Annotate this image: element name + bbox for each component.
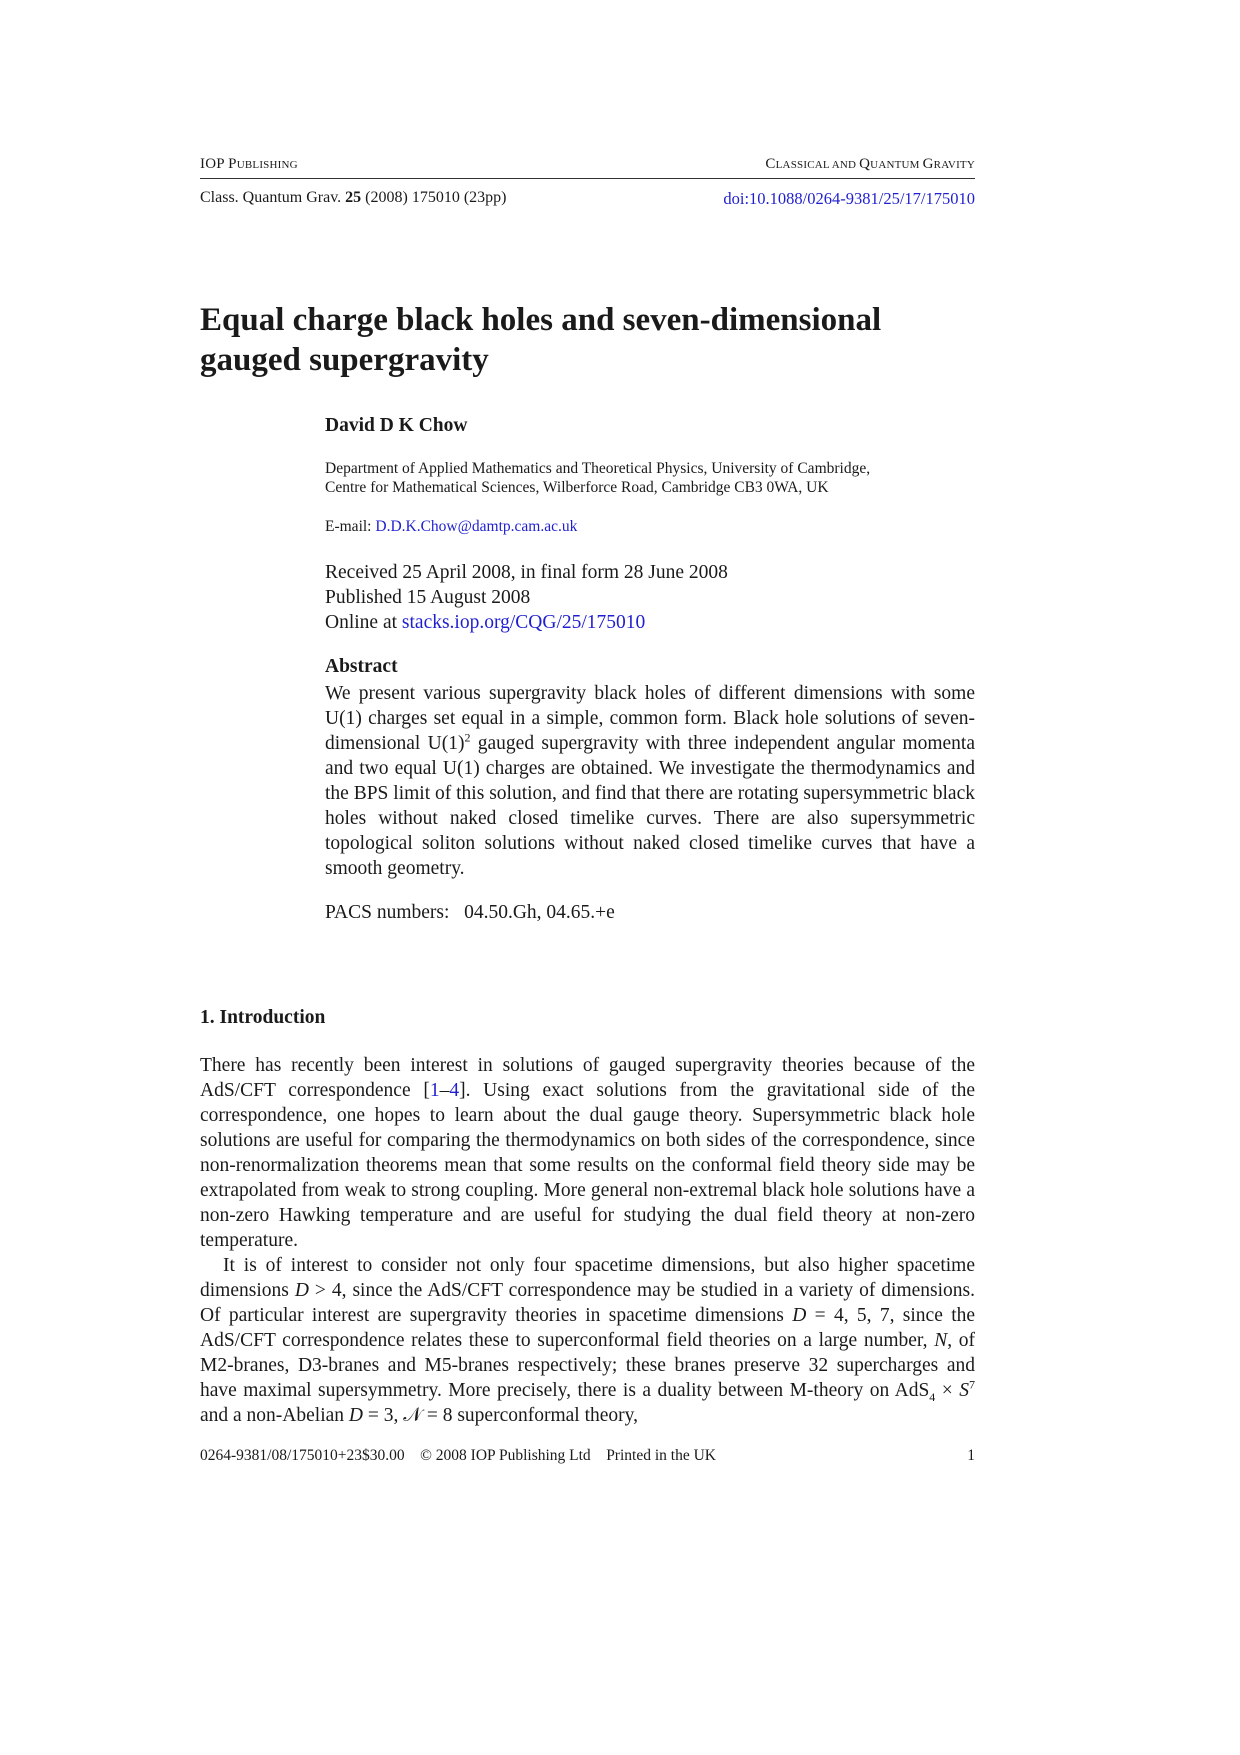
- math-sup: 7: [969, 1377, 975, 1392]
- text-run: , of M2-branes, D3-branes and M5-branes respectively; these branes preserve 32 supercharges and have maximal supersymmetry. More precisely, there is a duality between M-theory on AdS: [200, 1330, 975, 1401]
- email-label: E-mail:: [325, 518, 372, 535]
- journal-small: LASSICAL AND: [775, 159, 860, 171]
- publication-dates: [325, 560, 728, 635]
- math-var: D: [792, 1305, 807, 1326]
- section-heading: [200, 1007, 325, 1029]
- paper-title: Equal charge black holes and seven-dimensional gauged supergravity: [200, 302, 882, 378]
- footer-code: 0264-9381/08/175010+23$30.00: [200, 1447, 405, 1464]
- publisher-cap: P: [228, 156, 237, 172]
- online-link[interactable]: stacks.iop.org/CQG/25/175010: [401, 612, 646, 633]
- pacs-values: 04.50.Gh, 04.65.+e: [464, 902, 615, 923]
- math-var: 𝒩: [403, 1405, 422, 1426]
- text-run: It is of interest to consider not only four spacetime dimensions, but also higher spacetime dimensions: [200, 1255, 975, 1301]
- math-var: D: [294, 1280, 309, 1301]
- text-run: ]. Using exact solutions from the gravitational side of the correspondence, one hopes to learn about the dual gauge theory. Supersymmetric black hole solutions are useful for comparing the thermodynamics on both sides of the correspondence, since non-renormalization theorems mean that some results on the conformal field theory side may be extrapolated from weak to strong coupling. More general non-extremal black hole solutions have a non-zero Hawking temperature and are useful for studying the dual field theory at non-zero temperature.: [200, 1080, 975, 1251]
- math-var: N: [934, 1330, 948, 1351]
- pacs-label: PACS numbers:: [325, 902, 450, 923]
- email: [325, 518, 577, 536]
- journal-name: [765, 156, 975, 173]
- online-at: [325, 610, 728, 635]
- section-number: 1.: [200, 1007, 215, 1028]
- journal-cap: C: [765, 156, 776, 172]
- abstract-text: gauged supergravity with three independent angular momenta and two equal U(1) charges are obtained. We investigate the thermodynamics and the BPS limit of this solution, and find that there are rotating supersymmetric black holes without naked closed timelike curves. There are also supersymmetric topological soliton solutions without naked closed timelike curves that have a smooth geometry.: [325, 733, 976, 879]
- journal-cap: G: [922, 156, 934, 172]
- published-date: Published 15 August 2008: [325, 587, 531, 608]
- paragraph: [200, 1253, 975, 1428]
- abstract-heading: Abstract: [325, 656, 398, 677]
- footer-copyright: © 2008 IOP Publishing Ltd: [420, 1447, 591, 1464]
- abstract-sup: 2: [464, 730, 471, 745]
- text-run: –: [439, 1080, 450, 1101]
- email-link[interactable]: D.D.K.Chow@damtp.cam.ac.uk: [375, 518, 578, 535]
- journal-small: RAVITY: [933, 159, 975, 171]
- publisher-name: [200, 156, 298, 173]
- text-run: ×: [935, 1380, 960, 1401]
- footer-printed: Printed in the UK: [606, 1447, 716, 1464]
- math-var: D: [348, 1405, 364, 1426]
- publisher-small: UBLISHING: [236, 159, 298, 171]
- section-title: Introduction: [219, 1007, 326, 1028]
- publisher-iop: IOP: [200, 156, 225, 172]
- paragraph: [200, 1053, 975, 1253]
- affiliation-line: Department of Applied Mathematics and Theoretical Physics, University of Cambridge,: [325, 460, 871, 477]
- received-date: Received 25 April 2008, in final form 28 June 2008: [325, 562, 728, 583]
- footer-info: [200, 1447, 716, 1465]
- header-divider: [200, 178, 975, 179]
- introduction-text: [200, 1053, 975, 1428]
- math-var: S: [959, 1380, 969, 1401]
- author-name: David D K Chow: [325, 415, 468, 436]
- journal-cap: Q: [859, 156, 871, 172]
- journal-small: UANTUM: [870, 159, 923, 171]
- page-number: 1: [967, 1447, 975, 1464]
- abstract-text: We present various supergravity black holes of different dimensions with some U(1) charges set equal in a simple, common form. Black hole solutions of seven-dimensional U(1): [325, 683, 975, 754]
- reference-link[interactable]: 1: [429, 1080, 440, 1101]
- abstract-body: [325, 681, 975, 881]
- text-run: > 4, since the AdS/CFT correspondence may be studied in a variety of dimensions. Of particular interest are supergravity theories in spacetime dimensions: [200, 1280, 976, 1326]
- doi-link[interactable]: doi:10.1088/0264-9381/25/17/175010: [723, 189, 975, 208]
- text-run: and a non-Abelian: [200, 1405, 345, 1426]
- pacs-numbers: [325, 902, 615, 924]
- citation-journal: Class. Quantum Grav.: [200, 189, 342, 206]
- online-label: Online at: [325, 612, 398, 633]
- citation-volume: 25: [345, 189, 362, 206]
- text-run: There has recently been interest in solutions of gauged supergravity theories because of the AdS/CFT correspondence [: [200, 1055, 975, 1101]
- text-run: = 3,: [363, 1405, 399, 1426]
- reference-link[interactable]: 4: [449, 1080, 460, 1101]
- affiliation: [325, 459, 975, 497]
- citation: [200, 189, 506, 207]
- text-run: = 4, 5, 7, since the AdS/CFT correspondence relates these to superconformal field theories on a large number,: [200, 1305, 976, 1351]
- text-run: = 8 superconformal theory,: [421, 1405, 638, 1426]
- citation-rest: (2008) 175010 (23pp): [365, 189, 507, 206]
- affiliation-line: Centre for Mathematical Sciences, Wilberforce Road, Cambridge CB3 0WA, UK: [325, 479, 829, 496]
- math-sub: 4: [929, 1389, 936, 1404]
